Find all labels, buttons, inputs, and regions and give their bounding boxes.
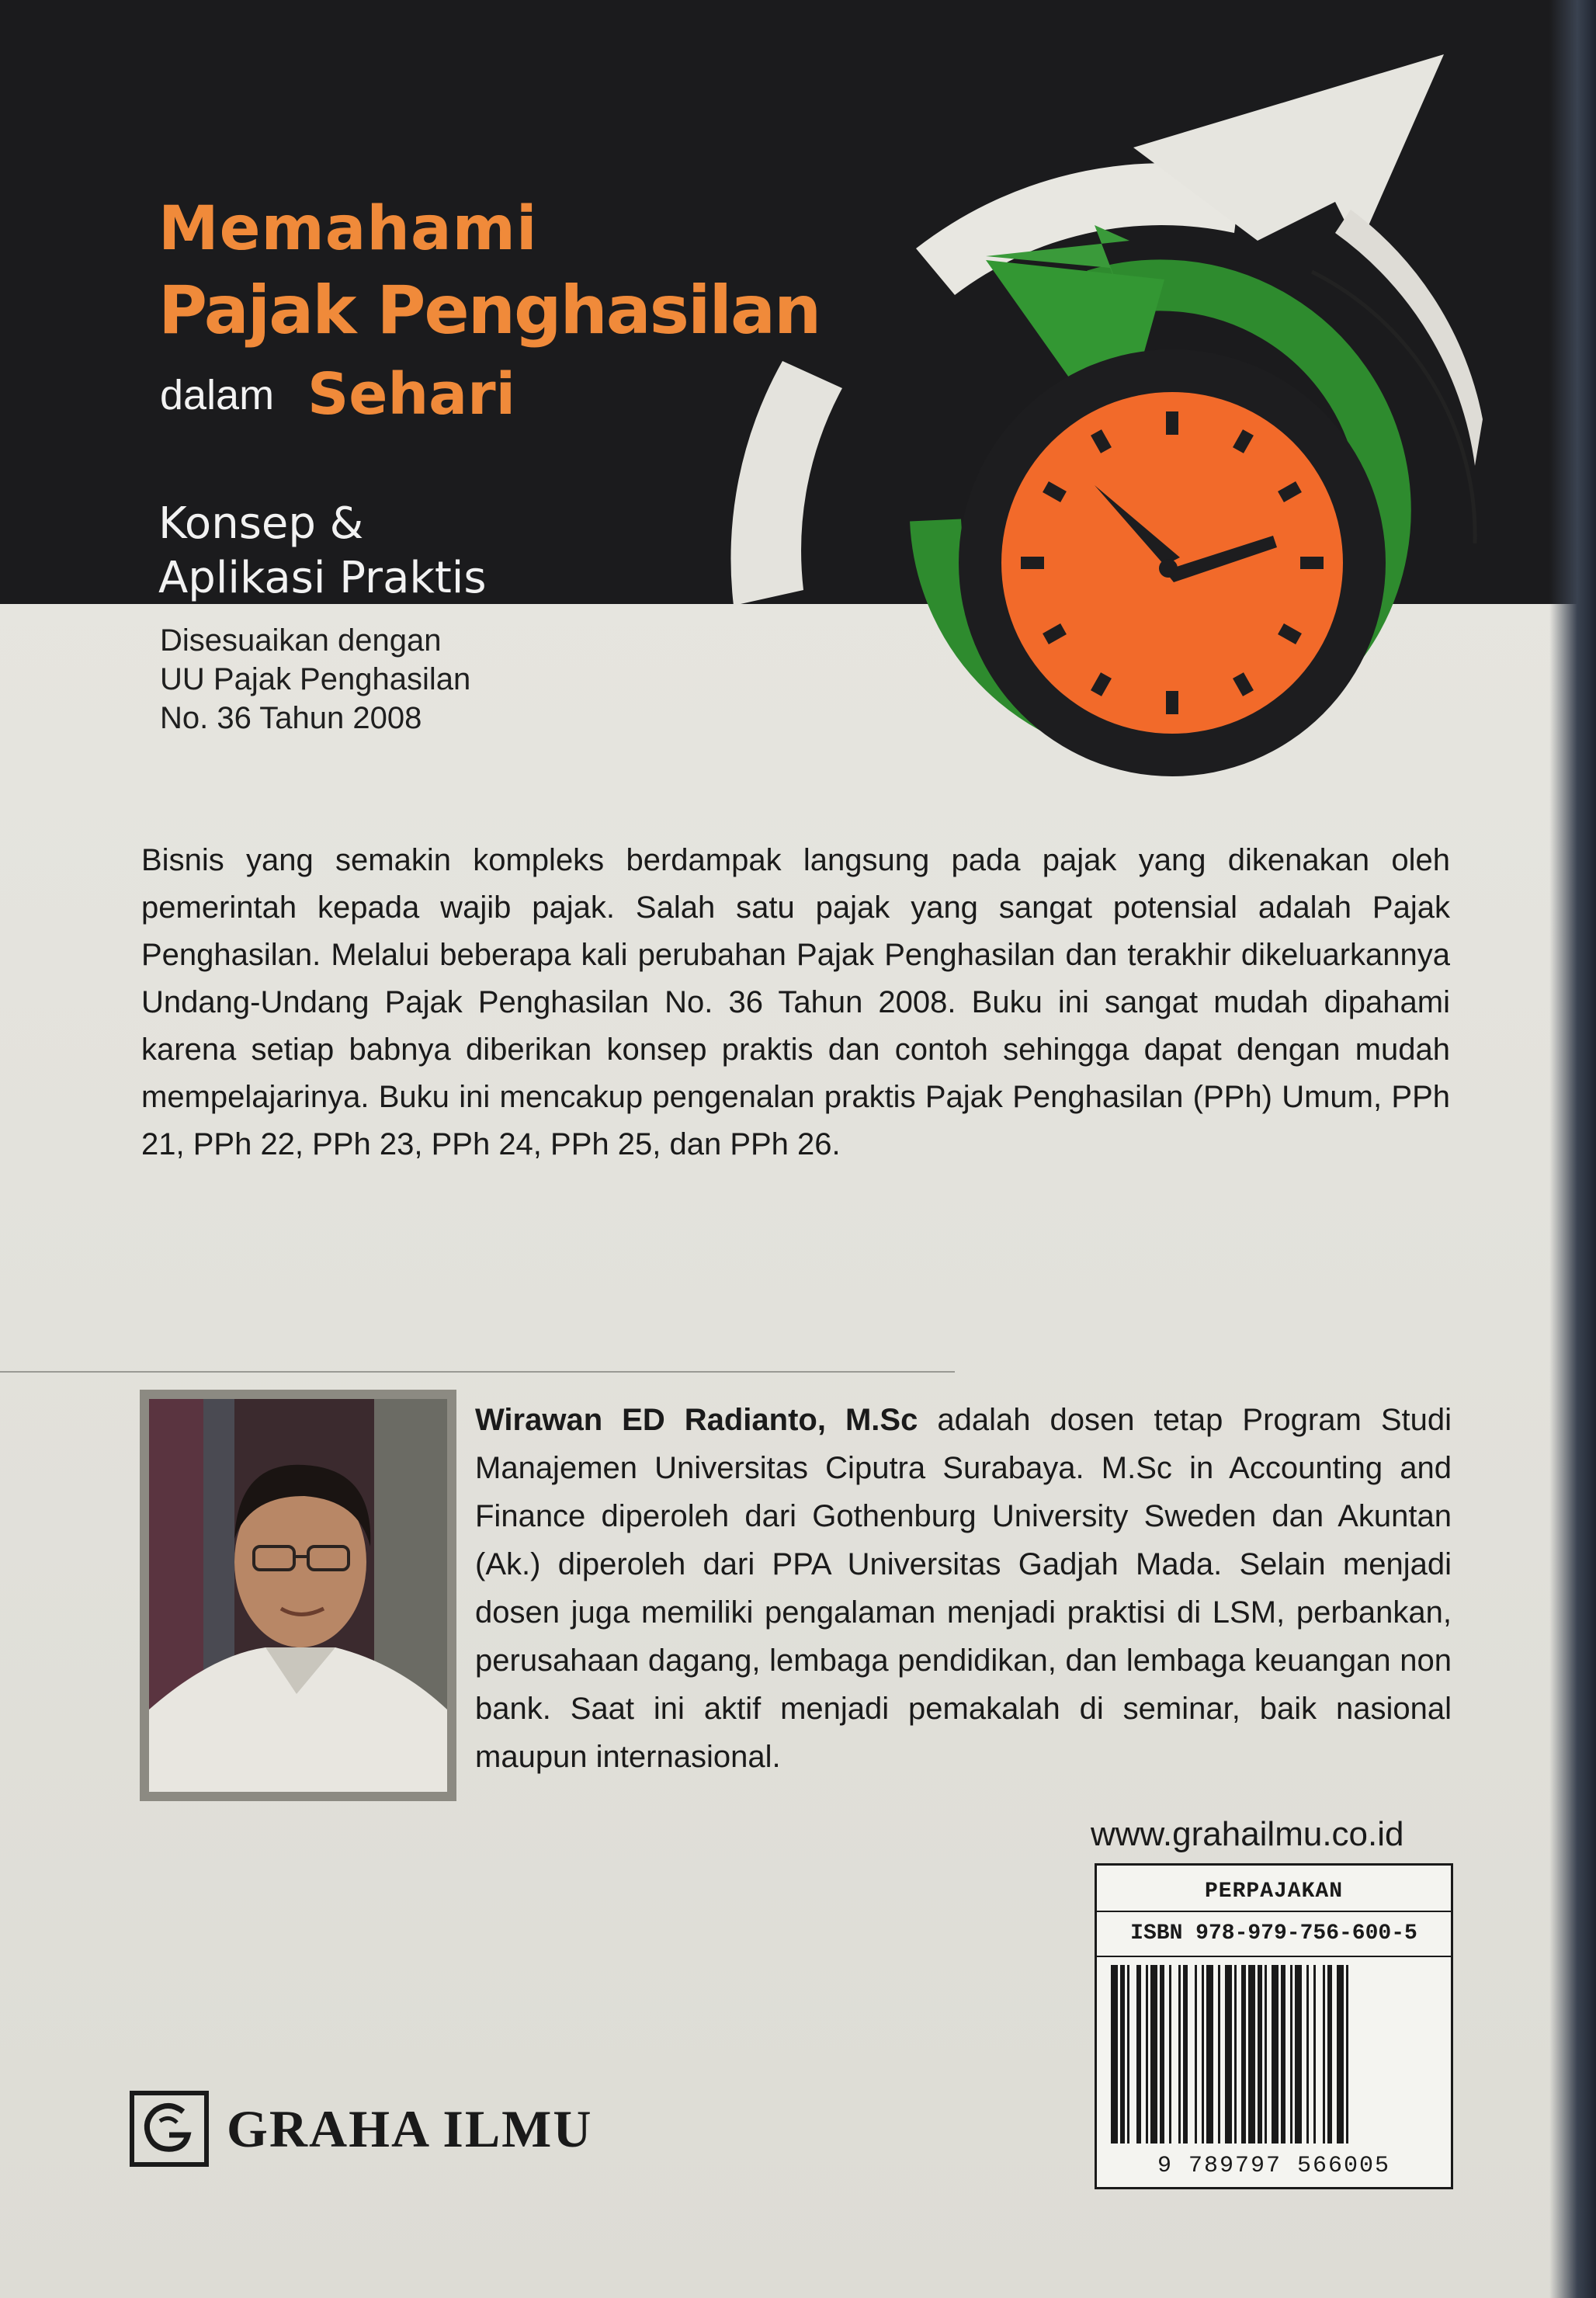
title-line-3-prefix: dalam — [160, 372, 275, 418]
section-divider — [0, 1371, 955, 1373]
author-name: Wirawan ED Radianto, M.Sc — [475, 1403, 918, 1437]
barcode-bar — [1248, 1965, 1255, 2144]
barcode-bar — [1218, 1965, 1220, 2144]
barcode-bar — [1306, 1965, 1309, 2144]
barcode-bar — [1295, 1965, 1302, 2144]
barcode-bar — [1337, 1965, 1344, 2144]
title-line-3-emphasis: Sehari — [307, 361, 515, 428]
isbn-barcode-box — [1095, 1863, 1453, 2189]
author-photo — [140, 1390, 456, 1801]
isbn-number: ISBN 978-979-756-600-5 — [1130, 1921, 1417, 1946]
author-bio-text: adalah dosen tetap Program Studi Manajemen Universitas Ciputra Surabaya. M.Sc in Accounting and Finance diperoleh dari Gothenburg University Sweden dan Akuntan (Ak.) diperoleh dari PPA Universitas Gadjah Mada. Selain menjadi dosen juga memiliki pengalaman menjadi praktisi di LSM, perbankan, perusahaan dagang, lembaga pendidikan, dan lembaga keuangan non bank. Saat ini aktif menjadi pemakalah di seminar, baik nasional maupun internasional. — [475, 1403, 1452, 1774]
title-line-2: Pajak Penghasilan — [158, 272, 821, 349]
subtitle-line-1: Konsep & — [158, 498, 364, 549]
barcode-bar — [1290, 1965, 1292, 2144]
barcode-bar — [1169, 1965, 1171, 2144]
barcode-separator — [1097, 1956, 1451, 1957]
barcode-separator — [1097, 1911, 1451, 1912]
publisher-name: GRAHA ILMU — [227, 2098, 593, 2158]
barcode-bar — [1265, 1965, 1267, 2144]
barcode-bar — [1225, 1965, 1232, 2144]
clock-illustration — [699, 47, 1553, 838]
graha-ilmu-logo-icon — [129, 2090, 210, 2168]
title-line-1: Memahami — [158, 194, 538, 264]
law-reference-line-2: UU Pajak Penghasilan — [160, 662, 471, 696]
law-reference — [160, 621, 470, 738]
barcode-bar — [1327, 1965, 1332, 2144]
barcode-bars-icon — [1111, 1965, 1437, 2144]
barcode-bar — [1234, 1965, 1237, 2144]
barcode-bar — [1178, 1965, 1181, 2144]
barcode-bar — [1136, 1965, 1141, 2144]
photo-edge-shadow — [1549, 0, 1596, 2298]
barcode-bar — [1346, 1965, 1348, 2144]
subtitle-line-2: Aplikasi Praktis — [158, 553, 487, 603]
barcode-bar — [1272, 1965, 1279, 2144]
barcode-bar — [1183, 1965, 1188, 2144]
author-bio — [475, 1396, 1452, 1781]
barcode-bar — [1241, 1965, 1246, 2144]
barcode-bar — [1195, 1965, 1197, 2144]
barcode-bar — [1146, 1965, 1148, 2144]
subtitle — [158, 497, 487, 606]
publisher-logo — [129, 2090, 592, 2168]
book-description: Bisnis yang semakin kompleks berdampak langsung pada pajak yang dikenakan oleh pemerintah kepada wajib pajak. Salah satu pajak yang sangat potensial adalah Pajak Penghasilan. Melalui beberapa kali perubahan Pajak Penghasilan dan terakhir dikeluarkannya Undang-Undang Pajak Penghasilan No. 36 Tahun 2008. Buku ini sangat mudah dipahami karena setiap babnya diberikan konsep praktis dan contoh sehingga dapat dengan mudah mempelajarinya. Buku ini mencakup pengenalan praktis Pajak Penghasilan (PPh) Umum, PPh 21, PPh 22, PPh 23, PPh 24, PPh 25, dan PPh 26. — [141, 843, 1450, 1161]
barcode-bar — [1281, 1965, 1285, 2144]
barcode-bar — [1258, 1965, 1262, 2144]
barcode-bar — [1111, 1965, 1118, 2144]
publisher-website[interactable]: www.grahailmu.co.id — [1091, 1815, 1404, 1853]
law-reference-line-1: Disesuaikan dengan — [160, 623, 442, 658]
law-reference-line-3: No. 36 Tahun 2008 — [160, 701, 422, 735]
barcode-bar — [1120, 1965, 1125, 2144]
barcode-bar — [1313, 1965, 1316, 2144]
barcode-bar — [1206, 1965, 1213, 2144]
barcode-bar — [1127, 1965, 1129, 2144]
author-portrait-image — [149, 1399, 447, 1792]
barcode-bar — [1160, 1965, 1164, 2144]
barcode-bar — [1150, 1965, 1157, 2144]
barcode-number: 9 789797 566005 — [1157, 2153, 1391, 2179]
clock-icon — [959, 349, 1386, 776]
barcode-bar — [1202, 1965, 1204, 2144]
barcode-category: PERPAJAKAN — [1204, 1880, 1344, 1904]
barcode-bar — [1323, 1965, 1325, 2144]
